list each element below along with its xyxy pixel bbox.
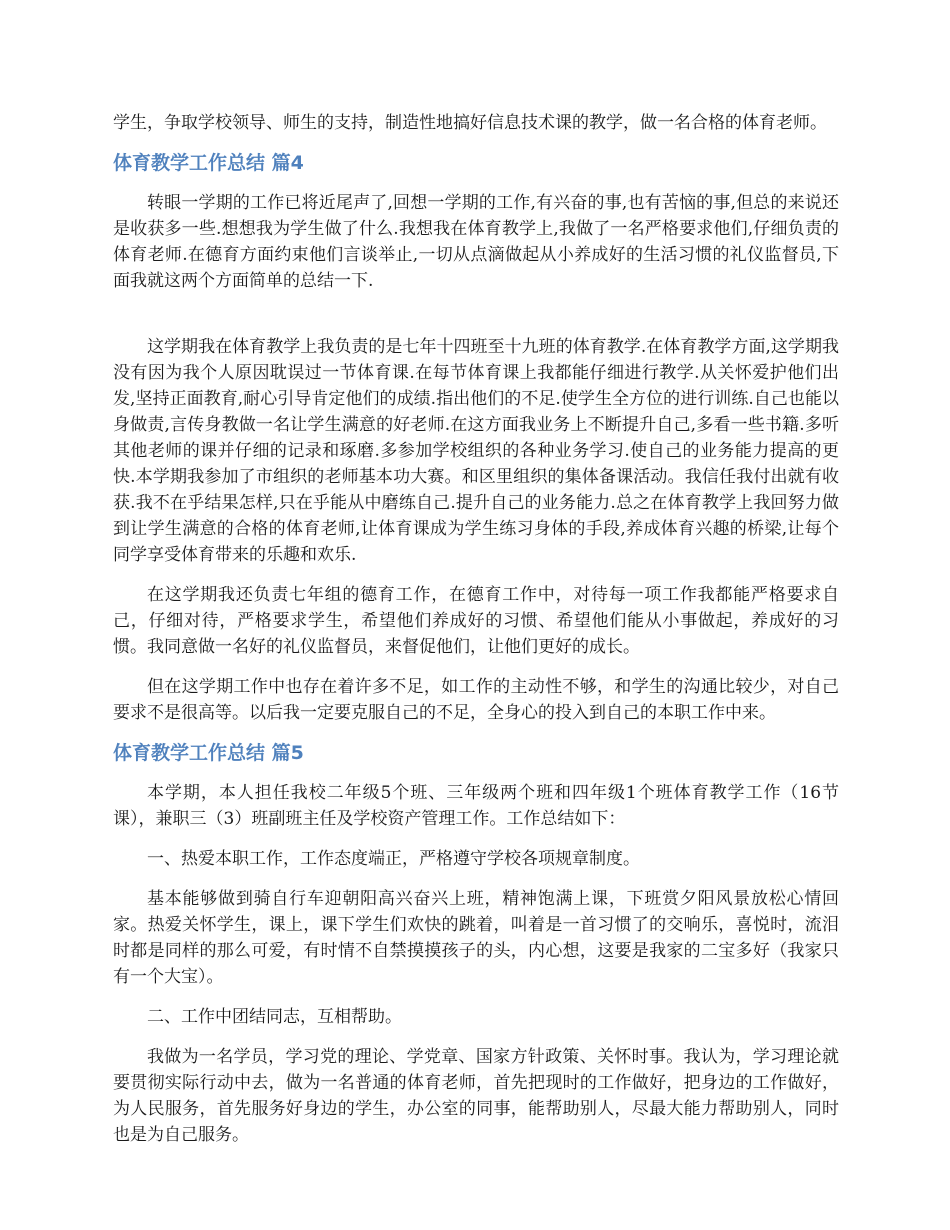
section-5-paragraph-2: 一、热爱本职工作，工作态度端正，严格遵守学校各项规章制度。 bbox=[147, 849, 640, 869]
section-5-paragraph-3: 基本能够做到骑自行车迎朝阳高兴奋兴上班，精神饱满上课，下班赏夕阳风景放松心情回家。热爱关怀学生，课上，课下学生们欢快的跳着，叫着是一首习惯了的交响乐，喜悦时，流泪时都是同样的那么可爱，有时情不自禁摸摸孩子的头，内心想，这要是我家的二宝多好（我家只有一个大宝）。 bbox=[113, 889, 839, 987]
section-4-paragraph-4: 但在这学期工作中也存在着许多不足，如工作的主动性不够，和学生的沟通比较少，对自己要求不是很高等。以后我一定要克服自己的不足，全身心的投入到自己的本职工作中来。 bbox=[113, 677, 839, 723]
section-4-heading: 体育教学工作总结 篇4 bbox=[113, 152, 304, 174]
section-5-heading: 体育教学工作总结 篇5 bbox=[113, 742, 304, 764]
section-4-paragraph-3: 在这学期我还负责七年组的德育工作，在德育工作中，对待每一项工作我都能严格要求自己，仔细对待，严格要求学生，希望他们养成好的习惯、希望他们能从小事做起，养成好的习惯。我同意做一名好的礼仪监督员，来督促他们，让他们更好的成长。 bbox=[113, 585, 839, 657]
document-body bbox=[113, 110, 839, 1162]
section-5-paragraph-4: 二、工作中团结同志，互相帮助。 bbox=[147, 1007, 402, 1027]
section-5-paragraph-5: 我做为一名学员，学习党的理论、学党章、国家方针政策、关怀时事。我认为，学习理论就要贯彻实际行动中去，做为一名普通的体育老师，首先把现时的工作做好，把身边的工作做好，为人民服务，首先服务好身边的学生，办公室的同事，能帮助别人，尽最大能力帮助别人，同时也是为自己服务。 bbox=[113, 1047, 839, 1145]
section-4-paragraph-1: 转眼一学期的工作已将近尾声了,回想一学期的工作,有兴奋的事,也有苦恼的事,但总的来说还是收获多一些.想想我为学生做了什么.我想我在体育教学上,我做了一名严格要求他们,仔细负责的体育老师.在德育方面约束他们言谈举止,一切从点滴做起从小养成好的生活习惯的礼仪监督员,下面我就这两个方面简单的总结一下. bbox=[113, 193, 839, 291]
section-5-paragraph-1: 本学期，本人担任我校二年级5个班、三年级两个班和四年级1个班体育教学工作（16节课），兼职三（3）班副班主任及学校资产管理工作。工作总结如下： bbox=[113, 783, 839, 829]
intro-continuation-paragraph: 学生，争取学校领导、师生的支持，制造性地搞好信息技术课的教学，做一名合格的体育老师。 bbox=[113, 113, 827, 133]
section-4-paragraph-2: 这学期我在体育教学上我负责的是七年十四班至十九班的体育教学.在体育教学方面,这学期我没有因为我个人原因耽误过一节体育课.在每节体育课上我都能仔细进行教学.从关怀爱护他们出发,坚持正面教育,耐心引导肯定他们的成绩.指出他们的不足.使学生全方位的进行训练.自己也能以身做责,言传身教做一名让学生满意的好老师.在这方面我业务上不断提升自己,多看一些书籍.多听其他老师的课并仔细的记录和琢磨.多参加学校组织的各种业务学习.使自己的业务能力提高的更快.本学期我参加了市组织的老师基本功大赛。和区里组织的集体备课活动。我信任我付出就有收获.我不在乎结果怎样,只在乎能从中磨练自己.提升自己的业务能力.总之在体育教学上我回努力做到让学生满意的合格的体育老师,让体育课成为学生练习身体的手段,养成体育兴趣的桥梁,让每个同学享受体育带来的乐趣和欢乐. bbox=[113, 337, 839, 565]
